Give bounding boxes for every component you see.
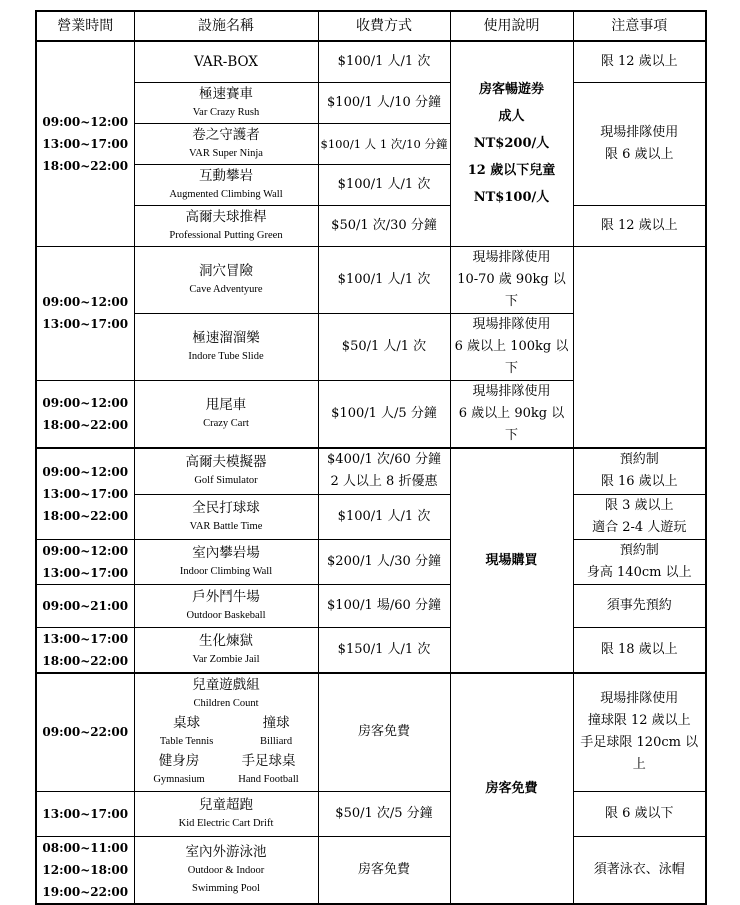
table-row <box>36 585 706 628</box>
fee-cell: $100/1 人/1 次 <box>318 495 450 540</box>
fee-cell: $400/1 次/60 分鐘 2 人以上 8 折優惠 <box>318 448 450 495</box>
usage-onsite-cell: 現場購買 <box>450 448 573 674</box>
hours-cell: 09:00~22:00 <box>36 673 134 791</box>
usage-guest-cell: 房客免費 <box>450 673 573 904</box>
header-notes: 注意事項 <box>573 11 706 41</box>
facility-cell: 卷之守護者 VAR Super Ninja <box>134 123 318 164</box>
facility-cell: VAR-BOX <box>134 41 318 82</box>
note-cell: 限 6 歲以下 <box>573 791 706 836</box>
fee-cell: $50/1 次/5 分鐘 <box>318 791 450 836</box>
hours-cell: 09:00~12:00 18:00~22:00 <box>36 380 134 448</box>
fee-cell: $100/1 人/1 次 <box>318 41 450 82</box>
facility-cell: 甩尾車 Crazy Cart <box>134 380 318 448</box>
facility-cell: 極速賽車 Var Crazy Rush <box>134 82 318 123</box>
facility-cell: 洞穴冒險 Cave Adventyure <box>134 246 318 313</box>
fee-cell: $200/1 人/30 分鐘 <box>318 540 450 585</box>
facility-table <box>35 10 707 905</box>
facility-cell: 室內外游泳池 Outdoor & Indoor Swimming Pool <box>134 836 318 904</box>
fee-cell: $50/1 人/1 次 <box>318 313 450 380</box>
facility-cell: 全民打球球 VAR Battle Time <box>134 495 318 540</box>
note-cell: 限 12 歲以上 <box>573 41 706 82</box>
note-cell: 現場排隊使用 6 歲以上 90kg 以下 <box>450 380 573 448</box>
table-row <box>36 205 706 246</box>
table-row <box>36 41 706 82</box>
table-row <box>36 82 706 123</box>
note-cell: 現場排隊使用 撞球限 12 歲以上 手足球限 120cm 以上 <box>573 673 706 791</box>
hours-cell: 13:00~17:00 <box>36 791 134 836</box>
hours-cell: 09:00~12:00 13:00~17:00 18:00~22:00 <box>36 41 134 246</box>
note-cell: 預約制 身高 140cm 以上 <box>573 540 706 585</box>
fee-cell: $50/1 次/30 分鐘 <box>318 205 450 246</box>
facility-cell: 戶外鬥牛場 Outdoor Baskeball <box>134 585 318 628</box>
fee-cell: $100/1 人/1 次 <box>318 164 450 205</box>
fee-cell: 房客免費 <box>318 673 450 791</box>
table-row <box>36 246 706 313</box>
table-row <box>36 628 706 674</box>
note-cell: 現場排隊使用 限 6 歲以上 <box>573 82 706 205</box>
fee-cell: $100/1 人/1 次 <box>318 246 450 313</box>
header-fee: 收費方式 <box>318 11 450 41</box>
fee-cell: $100/1 人/5 分鐘 <box>318 380 450 448</box>
table-row <box>36 540 706 585</box>
table-row <box>36 836 706 904</box>
note-cell: 須事先預約 <box>573 585 706 628</box>
facility-cell: 兒童超跑 Kid Electric Cart Drift <box>134 791 318 836</box>
header-row <box>36 11 706 41</box>
header-usage: 使用說明 <box>450 11 573 41</box>
facility-cell: 兒童遊戲組 Children Count 桌球 Table Tennis 撞球 Billiard 健身房 Gymnasium 手足球桌 Hand Football <box>134 673 318 791</box>
fee-cell: $100/1 場/60 分鐘 <box>318 585 450 628</box>
facility-cell: 極速溜溜樂 Indore Tube Slide <box>134 313 318 380</box>
header-hours: 營業時間 <box>36 11 134 41</box>
table-row <box>36 673 706 791</box>
facility-cell: 高爾夫模擬器 Golf Simulator <box>134 448 318 495</box>
note-cell: 限 18 歲以上 <box>573 628 706 674</box>
note-cell: 限 12 歲以上 <box>573 205 706 246</box>
hours-cell: 08:00~11:00 12:00~18:00 19:00~22:00 <box>36 836 134 904</box>
facility-cell: 室內攀岩場 Indoor Climbing Wall <box>134 540 318 585</box>
table-row <box>36 495 706 540</box>
table-row <box>36 380 706 448</box>
note-cell: 須著泳衣、泳帽 <box>573 836 706 904</box>
note-cell: 現場排隊使用 6 歲以上 100kg 以下 <box>450 313 573 380</box>
hours-cell: 09:00~21:00 <box>36 585 134 628</box>
note-cell: 預約制 限 16 歲以上 <box>573 448 706 495</box>
hours-cell: 09:00~12:00 13:00~17:00 18:00~22:00 <box>36 448 134 540</box>
facility-cell: 互動攀岩 Augmented Climbing Wall <box>134 164 318 205</box>
note-cell: 限 3 歲以上 適合 2-4 人遊玩 <box>573 495 706 540</box>
usage-pass-cell: 房客暢遊券 成人 NT$200/人 12 歲以下兒童 NT$100/人 <box>450 41 573 246</box>
table-row <box>36 313 706 380</box>
facility-cell: 高爾夫球推桿 Professional Putting Green <box>134 205 318 246</box>
hours-cell: 13:00~17:00 18:00~22:00 <box>36 628 134 674</box>
note-cell: 現場排隊使用 10-70 歲 90kg 以下 <box>450 246 573 313</box>
header-facility: 設施名稱 <box>134 11 318 41</box>
table-row <box>36 448 706 495</box>
fee-cell: $100/1 人/10 分鐘 <box>318 82 450 123</box>
fee-cell: $100/1 人 1 次/10 分鐘 <box>318 123 450 164</box>
fee-cell: 房客免費 <box>318 836 450 904</box>
hours-cell: 09:00~12:00 13:00~17:00 <box>36 540 134 585</box>
fee-cell: $150/1 人/1 次 <box>318 628 450 674</box>
table-row <box>36 791 706 836</box>
facility-cell: 生化煉獄 Var Zombie Jail <box>134 628 318 674</box>
hours-cell: 09:00~12:00 13:00~17:00 <box>36 246 134 380</box>
